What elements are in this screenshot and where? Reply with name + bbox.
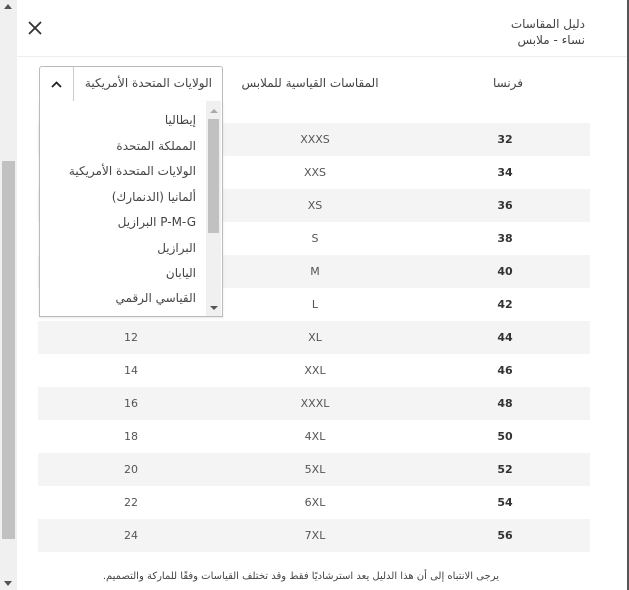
cell-standard: L (311, 298, 319, 311)
modal-header (17, 0, 627, 57)
cell-region: 12 (124, 331, 138, 344)
close-icon (25, 18, 45, 38)
region-select[interactable] (39, 66, 223, 103)
region-dropdown-list[interactable] (39, 101, 223, 317)
dropdown-option[interactable]: الولايات المتحدة الأمريكية (68, 164, 196, 178)
cell-standard: 5XL (304, 463, 326, 476)
cell-france: 56 (497, 529, 513, 542)
table-row (38, 420, 590, 453)
cell-france: 50 (497, 430, 513, 443)
cell-standard: M (310, 265, 320, 278)
cell-france: 42 (497, 298, 513, 311)
cell-standard: 4XL (304, 430, 326, 443)
select-value: الولايات المتحدة الأمريكية (84, 76, 212, 90)
table-row (38, 519, 590, 552)
cell-region: 14 (124, 364, 138, 377)
cell-region: 24 (124, 529, 138, 542)
cell-region: 16 (124, 397, 138, 410)
cell-france: 38 (497, 232, 513, 245)
dropdown-option[interactable]: إيطاليا (164, 113, 196, 127)
column-header-standard: المقاسات القياسية للملابس (241, 76, 379, 90)
select-toggle[interactable] (40, 67, 74, 102)
cell-france: 32 (497, 133, 513, 146)
dropdown-option[interactable]: P-M-G البرازيل (117, 215, 196, 229)
dropdown-option[interactable]: القياسي الرقمي (115, 291, 196, 305)
disclaimer-note: يرجى الانتباه إلى أن هذا الدليل يعد استرشاديًا فقط وقد تختلف القياسات وفقًا للماركة والتصميم. (102, 571, 499, 582)
column-header-france: فرنسا (492, 76, 524, 90)
cell-standard: 7XL (304, 529, 326, 542)
cell-standard: XXXL (300, 397, 330, 410)
dropdown-scrollbar[interactable] (206, 101, 221, 316)
scroll-down-arrow-icon[interactable] (4, 581, 12, 586)
cell-standard: 6XL (304, 496, 326, 509)
cell-france: 34 (497, 166, 513, 179)
page-scrollbar-thumb[interactable] (2, 161, 15, 539)
dropdown-scroll-down-icon[interactable] (210, 306, 218, 310)
modal-subtitle: نساء - ملابس (517, 33, 585, 47)
dropdown-scroll-up-icon[interactable] (210, 109, 218, 113)
chevron-up-icon (51, 81, 62, 88)
cell-standard: XS (307, 199, 323, 212)
cell-region: 18 (124, 430, 138, 443)
cell-region: 22 (124, 496, 138, 509)
dropdown-option[interactable]: ألمانيا (الدنمارك) (111, 190, 196, 204)
table-row (38, 453, 590, 486)
cell-standard: XL (308, 331, 322, 344)
dropdown-option[interactable]: المملكة المتحدة (116, 139, 196, 153)
page-scrollbar[interactable] (0, 0, 17, 590)
cell-france: 52 (497, 463, 513, 476)
cell-france: 36 (497, 199, 513, 212)
dropdown-option[interactable]: اليابان (165, 266, 196, 280)
cell-france: 40 (497, 265, 513, 278)
cell-france: 46 (497, 364, 513, 377)
cell-france: 54 (497, 496, 513, 509)
table-row (38, 486, 590, 519)
cell-standard: XXL (304, 364, 326, 377)
table-row (38, 354, 590, 387)
cell-region: 20 (124, 463, 138, 476)
cell-standard: S (311, 232, 319, 245)
cell-standard: XXXS (300, 133, 330, 146)
table-row (38, 321, 590, 354)
cell-standard: XXS (303, 166, 327, 179)
size-guide-modal (17, 0, 627, 590)
modal-title: دليل المقاسات (510, 17, 585, 31)
dropdown-option[interactable]: البرازيل (157, 241, 196, 255)
scroll-up-arrow-icon[interactable] (4, 4, 12, 9)
dropdown-scrollbar-thumb[interactable] (208, 119, 219, 233)
cell-france: 44 (497, 331, 513, 344)
table-row (38, 387, 590, 420)
header-titles (511, 16, 585, 48)
cell-france: 48 (497, 397, 513, 410)
close-button[interactable] (25, 18, 45, 38)
